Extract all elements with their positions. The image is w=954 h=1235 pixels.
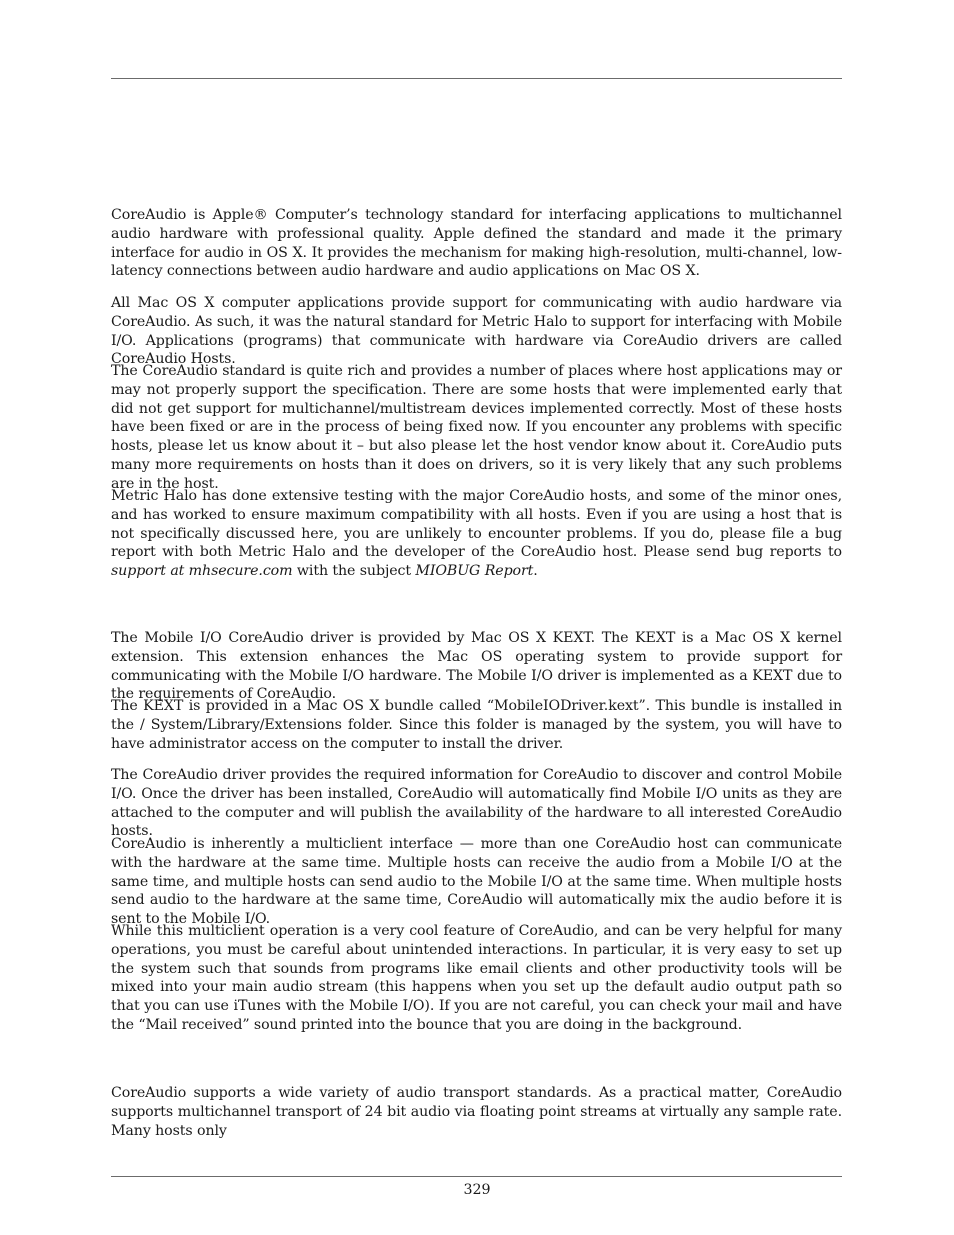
transport-standards-paragraph: CoreAudio supports a wide variety of audio transport standards. As a practical matter, CoreAudio supports multichannel transport of 24 bit audio via floating point streams at virtually any sample rate. Many hosts only: [111, 1085, 842, 1139]
mac-os-x-support-paragraph: All Mac OS X computer applications provide support for communicating with audio hardware via CoreAudio. As such, it was the natural standard for Metric Halo to support for interfacing with Mobile I/O. Applications (programs) that communicate with hardware via CoreAudio drivers are called CoreAudio Hosts.: [111, 295, 842, 368]
bug-report-subject: MIOBUG Report: [415, 563, 534, 580]
testing-paragraph: [111, 487, 842, 581]
multiclient-paragraph: CoreAudio is inherently a multiclient interface — more than one CoreAudio host can communicate with the hardware at the same time. Multiple hosts can receive the audio from a Mobile I/O at the same time, and multiple hosts can send audio to the Mobile I/O at the same time. When multiple hosts send audio to the hardware at the same time, CoreAudio will automatically mix the audio before it is sent to the Mobile I/O.: [111, 836, 842, 928]
kext-bundle-paragraph: The KEXT is provided in a Mac OS X bundle called “MobileIODriver.kext”. This bundle is installed in the / System/Library/Extensions folder. Since this folder is managed by the system, you will have to have administrator access on the computer to install the driver.: [111, 698, 842, 752]
multiclient-caution-paragraph: While this multiclient operation is a very cool feature of CoreAudio, and can be very helpful for many operations, you must be careful about unintended interactions. In particular, it is very easy to set up the system such that sounds from programs like email clients and other productivity tools will be mixed into your main audio stream (this happens when you set up the default audio output path so that you can use iTunes with the Mobile I/O). If you are not careful, you can check your mail and have the “Mail received” sound printed into the bounce that you are doing in the background.: [111, 923, 842, 1033]
support-email: support at mhsecure.com: [111, 563, 293, 580]
testing-text-mid: with the subject: [292, 563, 416, 580]
footer-rule: [111, 1176, 842, 1177]
testing-text-end: .: [533, 563, 538, 580]
testing-text: Metric Halo has done extensive testing with the major CoreAudio hosts, and some of the minor ones, and has worked to ensure maximum compatibility with all hosts. Even if you are using a host that is not specifically discussed here, you are unlikely to encounter problems. If you do, please file a bug report with both Metric Halo and the developer of the CoreAudio host. Please send bug reports to: [111, 488, 842, 561]
page-number: 329: [463, 1182, 491, 1198]
coreaudio-intro-paragraph: CoreAudio is Apple® Computer’s technology standard for interfacing applications to multichannel audio hardware with professional quality. Apple defined the standard and made it the primary interface for audio in OS X. It provides the mechanism for making high-resolution, multi-channel, low-latency connections between audio hardware and audio applications on Mac OS X.: [111, 207, 842, 280]
header-rule: [111, 78, 842, 79]
driver-discovery-paragraph: The CoreAudio driver provides the required information for CoreAudio to discover and control Mobile I/O. Once the driver has been installed, CoreAudio will automatically find Mobile I/O units as they are attached to the computer and will publish the availability of the hardware to all interested CoreAudio hosts.: [111, 767, 842, 840]
kext-driver-paragraph: The Mobile I/O CoreAudio driver is provided by Mac OS X KEXT. The KEXT is a Mac OS X kernel extension. This extension enhances the Mac OS operating system to provide support for communicating with the Mobile I/O hardware. The Mobile I/O driver is implemented as a KEXT due to the requirements of CoreAudio.: [111, 630, 842, 703]
specification-support-paragraph: The CoreAudio standard is quite rich and provides a number of places where host applications may or may not properly support the specification. There are some hosts that were implemented early that did not get support for multichannel/multistream devices implemented correctly. Most of these hosts have been fixed or are in the process of being fixed now. If you encounter any problems with specific hosts, please let us know about it – but also please let the host vendor know about it. CoreAudio puts many more requirements on hosts than it does on drivers, so it is very likely that any such problems are in the host.: [111, 363, 842, 492]
